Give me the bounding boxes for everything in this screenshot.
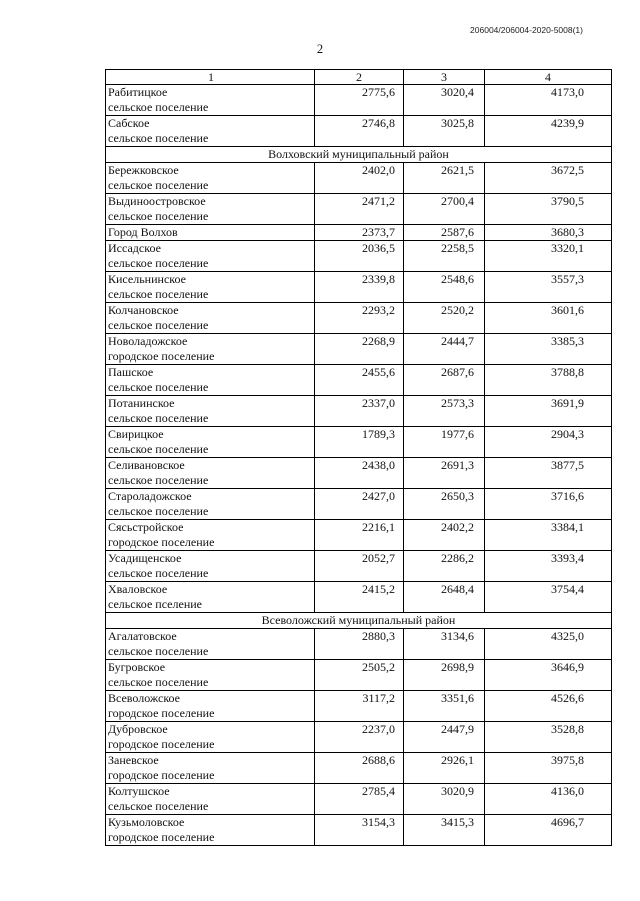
value-col3: 3025,8 [404, 116, 485, 147]
value-col2: 1789,3 [315, 427, 404, 458]
settlement-name-cell [106, 365, 315, 396]
table-row [106, 660, 612, 691]
settlement-name-cell [106, 241, 315, 272]
table-row [106, 784, 612, 815]
table-row [106, 365, 612, 396]
settlement-name-cell [106, 225, 315, 241]
value-col2: 2237,0 [315, 722, 404, 753]
settlement-type: сельское поселение [108, 504, 209, 518]
settlement-type: городское поселение [108, 706, 215, 720]
table-row [106, 520, 612, 551]
value-col2: 2427,0 [315, 489, 404, 520]
value-col2: 3154,3 [315, 815, 404, 846]
settlement-type: сельское поселение [108, 380, 209, 394]
value-col4: 3691,9 [485, 396, 612, 427]
settlement-name-cell [106, 520, 315, 551]
value-col3: 3351,6 [404, 691, 485, 722]
value-col4: 3788,8 [485, 365, 612, 396]
value-col2: 2036,5 [315, 241, 404, 272]
value-col2: 2293,2 [315, 303, 404, 334]
value-col4: 4136,0 [485, 784, 612, 815]
value-col2: 2746,8 [315, 116, 404, 147]
settlement-name: Колчановское [108, 303, 179, 317]
value-col2: 2337,0 [315, 396, 404, 427]
settlement-name: Рабитицкое [108, 85, 168, 99]
value-col4: 4696,7 [485, 815, 612, 846]
value-col2: 2268,9 [315, 334, 404, 365]
settlement-type: сельское поселение [108, 644, 209, 658]
value-col4: 3385,3 [485, 334, 612, 365]
settlement-name-cell [106, 116, 315, 147]
value-col2: 3117,2 [315, 691, 404, 722]
table-row [106, 551, 612, 582]
value-col3: 2587,6 [404, 225, 485, 241]
value-col4: 3975,8 [485, 753, 612, 784]
settlement-name-cell [106, 194, 315, 225]
settlement-type: городское поселение [108, 737, 215, 751]
column-header-2: 2 [315, 70, 404, 85]
table-row [106, 582, 612, 613]
value-col2: 2373,7 [315, 225, 404, 241]
value-col2: 2775,6 [315, 85, 404, 116]
value-col3: 2258,5 [404, 241, 485, 272]
value-col3: 2286,2 [404, 551, 485, 582]
settlement-name-cell [106, 784, 315, 815]
settlement-name-cell [106, 815, 315, 846]
value-col2: 2471,2 [315, 194, 404, 225]
settlement-name: Дубровское [108, 722, 168, 736]
value-col4: 3384,1 [485, 520, 612, 551]
value-col4: 4173,0 [485, 85, 612, 116]
table-row [106, 629, 612, 660]
value-col2: 2415,2 [315, 582, 404, 613]
value-col3: 2700,4 [404, 194, 485, 225]
settlement-name: Свирицкое [108, 427, 164, 441]
value-col3: 2520,2 [404, 303, 485, 334]
table-row [106, 396, 612, 427]
table-header-row [106, 70, 612, 85]
settlement-name: Заневское [108, 753, 159, 767]
table-row [106, 334, 612, 365]
value-col4: 3601,6 [485, 303, 612, 334]
table-row [106, 194, 612, 225]
settlement-type: сельское поселение [108, 100, 209, 114]
value-col2: 2688,6 [315, 753, 404, 784]
settlement-name: Бережковское [108, 163, 179, 177]
settlement-name: Хваловское [108, 582, 168, 596]
settlement-name: Кузьмоловское [108, 815, 185, 829]
table-row [106, 427, 612, 458]
settlement-name-cell [106, 85, 315, 116]
value-col2: 2880,3 [315, 629, 404, 660]
data-table [105, 69, 612, 846]
table-row [106, 225, 612, 241]
settlement-name-cell [106, 272, 315, 303]
value-col4: 2904,3 [485, 427, 612, 458]
settlement-name: Всеволожское [108, 691, 181, 705]
settlement-type: сельское пселение [108, 597, 202, 611]
value-col2: 2438,0 [315, 458, 404, 489]
value-col3: 3020,9 [404, 784, 485, 815]
value-col3: 2548,6 [404, 272, 485, 303]
value-col3: 2402,2 [404, 520, 485, 551]
table-row [106, 163, 612, 194]
settlement-name-cell [106, 396, 315, 427]
document-id: 206004/206004-2020-5008(1) [470, 25, 583, 35]
settlement-name-cell [106, 660, 315, 691]
settlement-name-cell [106, 427, 315, 458]
settlement-name: Бугровское [108, 660, 166, 674]
table-row [106, 722, 612, 753]
value-col3: 2444,7 [404, 334, 485, 365]
settlement-type: сельское поселение [108, 442, 209, 456]
settlement-type: сельское поселение [108, 256, 209, 270]
settlement-name: Город Волхов [108, 225, 178, 239]
settlement-type: сельское поселение [108, 178, 209, 192]
settlement-name: Сясьстройское [108, 520, 184, 534]
value-col4: 3716,6 [485, 489, 612, 520]
settlement-name: Потанинское [108, 396, 175, 410]
table-row [106, 116, 612, 147]
value-col4: 3790,5 [485, 194, 612, 225]
settlement-name: Иссадское [108, 241, 161, 255]
settlement-name: Селивановское [108, 458, 185, 472]
settlement-name: Новоладожское [108, 334, 188, 348]
settlement-name: Кисельнинское [108, 272, 186, 286]
value-col4: 4325,0 [485, 629, 612, 660]
value-col4: 3557,3 [485, 272, 612, 303]
settlement-name-cell [106, 458, 315, 489]
value-col3: 2650,3 [404, 489, 485, 520]
settlement-name-cell [106, 753, 315, 784]
section-header-row [106, 147, 612, 163]
settlement-name-cell [106, 489, 315, 520]
value-col3: 2573,3 [404, 396, 485, 427]
value-col3: 2621,5 [404, 163, 485, 194]
table-row [106, 691, 612, 722]
settlement-type: сельское поселение [108, 131, 209, 145]
settlement-name-cell [106, 722, 315, 753]
column-header-4: 4 [485, 70, 612, 85]
table-row [106, 815, 612, 846]
settlement-name: Выдиноостровское [108, 194, 206, 208]
value-col2: 2216,1 [315, 520, 404, 551]
value-col2: 2339,8 [315, 272, 404, 303]
value-col4: 3646,9 [485, 660, 612, 691]
settlement-name: Пашское [108, 365, 154, 379]
value-col4: 3320,1 [485, 241, 612, 272]
value-col2: 2455,6 [315, 365, 404, 396]
value-col3: 1977,6 [404, 427, 485, 458]
section-title: Всеволожский муниципальный район [106, 613, 612, 629]
settlement-type: сельское поселение [108, 318, 209, 332]
value-col4: 4239,9 [485, 116, 612, 147]
section-header-row [106, 613, 612, 629]
settlement-name: Староладожское [108, 489, 192, 503]
value-col3: 3134,6 [404, 629, 485, 660]
value-col4: 3393,4 [485, 551, 612, 582]
table-row [106, 272, 612, 303]
table-row [106, 241, 612, 272]
value-col4: 3528,8 [485, 722, 612, 753]
settlement-type: сельское поселение [108, 566, 209, 580]
settlement-type: городское поселение [108, 535, 215, 549]
value-col2: 2402,0 [315, 163, 404, 194]
value-col3: 2691,3 [404, 458, 485, 489]
settlement-type: городское поселение [108, 768, 215, 782]
table-row [106, 85, 612, 116]
settlement-name-cell [106, 582, 315, 613]
settlement-type: сельское поселение [108, 799, 209, 813]
table-row [106, 303, 612, 334]
settlement-type: городское поселение [108, 349, 215, 363]
column-header-3: 3 [404, 70, 485, 85]
value-col3: 3415,3 [404, 815, 485, 846]
settlement-type: городское поселение [108, 830, 215, 844]
value-col3: 3020,4 [404, 85, 485, 116]
settlement-name-cell [106, 334, 315, 365]
column-header-1: 1 [106, 70, 315, 85]
table-row [106, 489, 612, 520]
table-row [106, 458, 612, 489]
value-col3: 2698,9 [404, 660, 485, 691]
settlement-type: сельское поселение [108, 287, 209, 301]
settlement-type: сельское поселение [108, 209, 209, 223]
value-col4: 3680,3 [485, 225, 612, 241]
settlement-name: Сабское [108, 116, 150, 130]
settlement-type: сельское поселение [108, 411, 209, 425]
value-col2: 2785,4 [315, 784, 404, 815]
settlement-type: сельское поселение [108, 675, 209, 689]
section-title: Волховский муниципальный район [106, 147, 612, 163]
value-col2: 2505,2 [315, 660, 404, 691]
table-row [106, 753, 612, 784]
settlement-name-cell [106, 303, 315, 334]
settlement-name-cell [106, 551, 315, 582]
settlement-name-cell [106, 629, 315, 660]
value-col4: 3754,4 [485, 582, 612, 613]
value-col3: 2447,9 [404, 722, 485, 753]
settlement-type: сельское поселение [108, 473, 209, 487]
settlement-name: Усадищенское [108, 551, 182, 565]
settlement-name-cell [106, 163, 315, 194]
value-col4: 4526,6 [485, 691, 612, 722]
value-col3: 2926,1 [404, 753, 485, 784]
settlement-name: Агалатовское [108, 629, 177, 643]
value-col3: 2687,6 [404, 365, 485, 396]
settlement-name-cell [106, 691, 315, 722]
settlement-name: Колтушское [108, 784, 170, 798]
value-col3: 2648,4 [404, 582, 485, 613]
value-col4: 3877,5 [485, 458, 612, 489]
page-number: 2 [316, 42, 324, 56]
value-col4: 3672,5 [485, 163, 612, 194]
value-col2: 2052,7 [315, 551, 404, 582]
